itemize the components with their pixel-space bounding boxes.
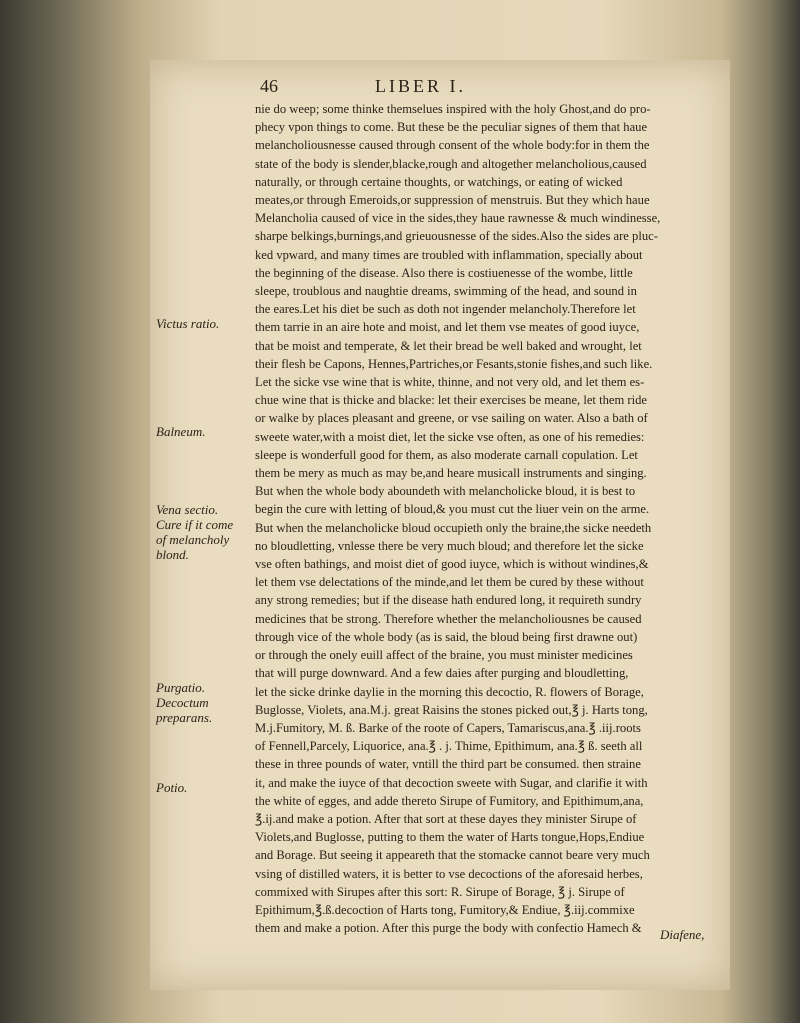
- text-line: let the sicke drinke daylie in the morning this decoctio, R. flowers of Borage,: [255, 684, 644, 699]
- text-line: of Fennell,Parcely, Liquorice, ana.℥ . j. Thime, Epithimum, ana.℥ ß. seeth all: [255, 739, 643, 754]
- text-line: Let the sicke vse wine that is white, thinne, and not very old, and let them es-: [255, 375, 645, 390]
- text-line: them tarrie in an aire hote and moist, and let them vse meates of good iuyce,: [255, 320, 640, 335]
- text-line: melancholiousnesse caused through consent of the whole body:for in them the: [255, 138, 650, 153]
- margin-note-victus: Victus ratio.: [156, 316, 220, 331]
- margin-note-vena-sectio: [156, 502, 252, 562]
- text-line: that will purge downward. And a few daies after purging and bloudletting,: [255, 666, 629, 681]
- margin-note-balneum: Balneum.: [156, 424, 206, 439]
- text-line: chue wine that is thicke and blacke: let their exercises be meane, let them ride: [255, 393, 647, 408]
- text-line: these in three pounds of water, vntill the third part be consumed. then straine: [255, 757, 641, 772]
- text-line: phecy vpon things to come. But these be the peculiar signes of them that haue: [255, 120, 648, 135]
- text-line: naturally, or through certaine thoughts, or watchings, or eating of wicked: [255, 174, 623, 189]
- text-line: the eares.Let his diet be such as doth not ingender melancholy.Therefore let: [255, 302, 636, 317]
- text-line: ked vpward, and many times are troubled with inflammation, specially about: [255, 247, 643, 262]
- text-line: meates,or through Emeroids,or suppression of menstruis. But they which haue: [255, 193, 650, 208]
- text-line: no bloudletting, vnlesse there be very much bloud; and therefore let the sicke: [255, 538, 644, 553]
- text-line: Melancholia caused of vice in the sides,they haue rawnesse & much windinesse,: [255, 211, 661, 226]
- text-line: sharpe belkings,burnings,and grieuousnesse of the sides.Also the sides are pluc-: [255, 229, 658, 244]
- text-line: or walke by places pleasant and greene, or vse sailing on water. Also a bath of: [255, 411, 648, 426]
- text-line: ℥.ij.and make a potion. After that sort at these dayes they minister Sirupe of: [255, 811, 637, 826]
- text-line: begin the cure with letting of bloud,& you must cut the liuer vein on the arme.: [255, 502, 650, 517]
- margin-note-line: of melancholy: [156, 532, 230, 547]
- text-line: vse often bathings, and moist diet of good iuyce, which is without windines,&: [255, 557, 649, 572]
- running-title: LIBER I.: [375, 76, 466, 96]
- text-line: But when the whole body aboundeth with melancholicke bloud, it is best to: [255, 484, 636, 499]
- margin-note-line: Vena sectio.: [156, 502, 219, 517]
- margin-note-line: Purgatio.: [156, 680, 205, 695]
- text-line: sleepe is wonderfull good for them, as also moderate carnall copulation. Let: [255, 447, 638, 462]
- text-line: medicines that be strong. Therefore whether the melancholiousnes be caused: [255, 611, 642, 626]
- text-line: the white of egges, and adde thereto Sirupe of Fumitory, and Epithimum,ana,: [255, 793, 644, 808]
- margin-note-purgatio: [156, 680, 252, 725]
- text-line: their flesh be Capons, Hennes,Partriches,or Fesants,stonie fishes,and such like.: [255, 356, 653, 371]
- text-line: and Borage. But seeing it appeareth that the stomacke cannot beare very much: [255, 848, 650, 863]
- text-line: them and make a potion. After this purge the body with confectio Hamech &: [255, 921, 642, 936]
- text-line: the beginning of the disease. Also there is costiuenesse of the wombe, little: [255, 265, 633, 280]
- folio-number: 46: [260, 76, 278, 96]
- text-line: that be moist and temperate, & let their bread be well baked and wrought, let: [255, 338, 642, 353]
- text-line: through vice of the whole body (as is said, the bloud being first drawne out): [255, 629, 638, 644]
- margin-note-line: Decoctum: [156, 695, 209, 710]
- text-line: it, and make the iuyce of that decoction sweete with Sugar, and clarifie it with: [255, 775, 648, 790]
- text-line: sleepe, troublous and naughtie dreams, swimming of the head, and sound in: [255, 284, 637, 299]
- text-line: Violets,and Buglosse, putting to them the water of Harts tongue,Hops,Endiue: [255, 830, 645, 845]
- text-line: vsing of distilled waters, it is better to vse decoctions of the aforesaid herbes,: [255, 866, 643, 881]
- margin-note-potio: Potio.: [156, 780, 188, 795]
- text-line: sweete water,with a moist diet, let the sicke vse often, as one of his remedies:: [255, 429, 645, 444]
- text-line: commixed with Sirupes after this sort: R. Sirupe of Borage, ℥ j. Sirupe of: [255, 884, 625, 899]
- text-line: state of the body is slender,blacke,rough and altogether melancholious,caused: [255, 156, 647, 171]
- margin-note-line: preparans.: [156, 710, 213, 725]
- text-line: Epithimum,℥.ß.decoction of Harts tong, Fumitory,& Endiue, ℥.iij.commixe: [255, 902, 635, 917]
- text-line: nie do weep; some thinke themselues inspired with the holy Ghost,and do pro-: [255, 102, 651, 116]
- text-line: let them vse delectations of the minde,and let them be cured by these without: [255, 575, 644, 590]
- body-text: [255, 100, 725, 937]
- catchword: Diafene,: [660, 927, 705, 942]
- text-line: M.j.Fumitory, M. ß. Barke of the roote of Capers, Tamariscus,ana.℥ .iij.roots: [255, 720, 641, 735]
- page-header: [255, 76, 715, 102]
- margin-note-line: Cure if it come: [156, 517, 234, 532]
- text-line: Buglosse, Violets, ana.M.j. great Raisins the stones picked out,℥ j. Harts tong,: [255, 702, 648, 717]
- margin-note-line: blond.: [156, 547, 189, 562]
- text-line: any strong remedies; but if the disease hath endured long, it requireth sundry: [255, 593, 642, 608]
- text-line: But when the melancholicke bloud occupieth only the braine,the sicke needeth: [255, 520, 652, 535]
- text-line: or through the onely euill affect of the braine, you must minister medicines: [255, 648, 633, 663]
- text-line: them be mery as much as may be,and heare musicall instruments and singing.: [255, 466, 647, 481]
